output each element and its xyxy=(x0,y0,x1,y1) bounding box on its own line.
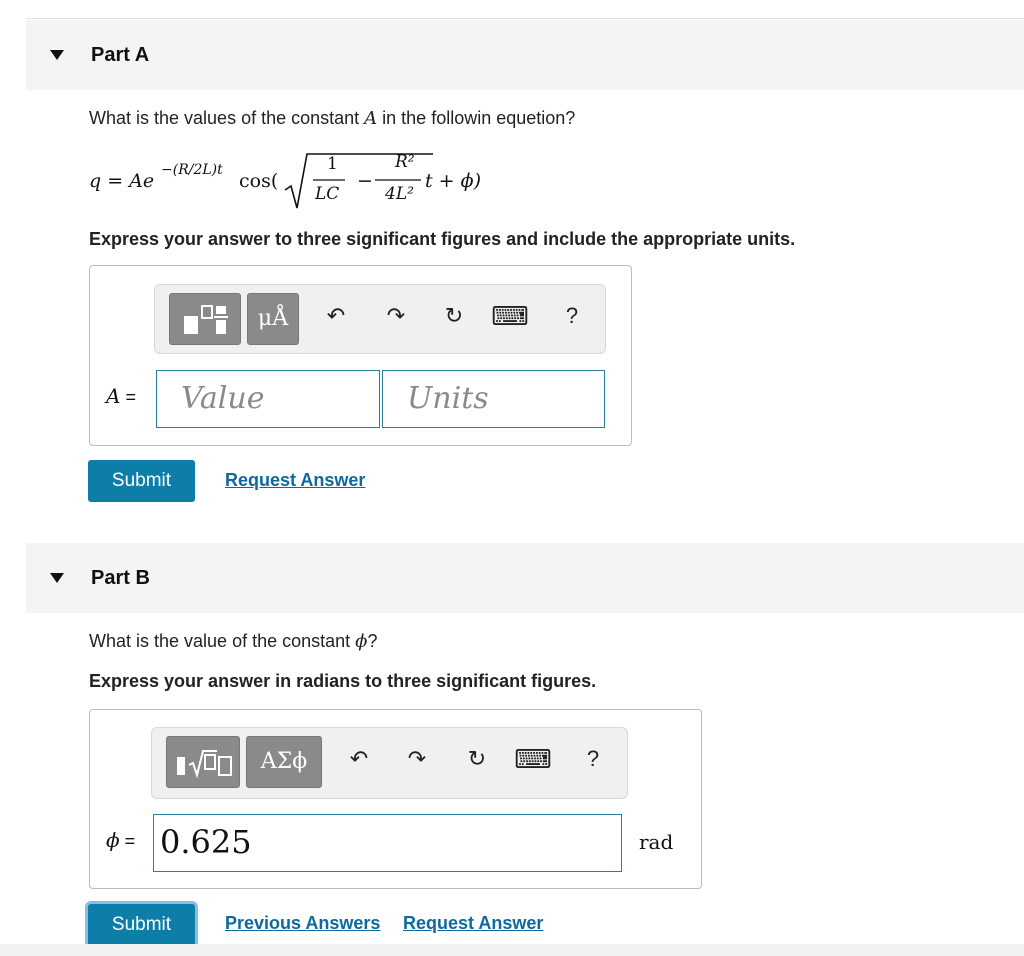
part-a-toolbar xyxy=(154,284,606,354)
help-icon[interactable]: ? xyxy=(565,303,579,328)
phi-field-label: ϕ = xyxy=(106,828,136,852)
undo-icon[interactable]: ↶ xyxy=(349,746,369,771)
phi-value: 0.625 xyxy=(160,823,252,861)
eq-lhs: q = Ae xyxy=(89,170,155,192)
templates-button[interactable] xyxy=(169,293,241,345)
part-a-request-answer-link[interactable]: Request Answer xyxy=(225,470,366,490)
templates-sqrt-icon xyxy=(175,747,233,779)
eq-cos: cos( xyxy=(239,170,279,192)
part-b-title: Part B xyxy=(91,567,150,589)
frac2-denominator: 4L² xyxy=(385,184,414,204)
part-a-submit-button[interactable]: Submit xyxy=(88,460,195,502)
part-a-title: Part A xyxy=(91,44,150,66)
eq-minus: − xyxy=(357,170,373,192)
collapse-triangle-icon[interactable] xyxy=(50,573,64,583)
units-placeholder: Units xyxy=(407,381,489,416)
part-a-header[interactable] xyxy=(26,20,1024,90)
part-b-question: What is the value of the constant ϕ? xyxy=(89,631,378,652)
frac1-numerator: 1 xyxy=(327,154,338,174)
previous-answers-link[interactable]: Previous Answers xyxy=(225,913,381,933)
collapse-triangle-icon[interactable] xyxy=(50,50,64,60)
value-input[interactable] xyxy=(156,370,380,428)
redo-icon[interactable]: ↷ xyxy=(386,303,406,328)
frac1-denominator: LC xyxy=(315,184,340,204)
eq-tail: t + ϕ) xyxy=(425,170,481,192)
units-input[interactable] xyxy=(382,370,605,428)
a-field-label: A = xyxy=(106,384,136,408)
keyboard-icon[interactable]: ⌨ xyxy=(491,300,529,331)
part-b-instruction: Express your answer in radians to three significant figures. xyxy=(89,671,597,691)
undo-icon[interactable]: ↶ xyxy=(326,303,346,328)
part-a-answer-box xyxy=(89,265,632,446)
part-b-request-answer-link[interactable]: Request Answer xyxy=(403,913,544,933)
top-divider xyxy=(26,18,1024,19)
keyboard-icon[interactable]: ⌨ xyxy=(514,743,552,774)
help-icon[interactable]: ? xyxy=(586,746,600,771)
templates-icon xyxy=(182,304,230,336)
templates-button[interactable] xyxy=(166,736,240,788)
part-a-instruction: Express your answer to three significant figures and include the appropriate units. xyxy=(89,229,796,249)
units-button[interactable]: μÅ xyxy=(247,293,299,345)
greek-button[interactable]: ΑΣϕ xyxy=(246,736,322,788)
reset-icon[interactable]: ↻ xyxy=(444,303,464,328)
redo-icon[interactable]: ↷ xyxy=(407,746,427,771)
part-b-submit-button[interactable]: Submit xyxy=(88,904,195,946)
value-placeholder: Value xyxy=(181,381,265,416)
part-b-toolbar xyxy=(151,727,628,799)
reset-icon[interactable]: ↻ xyxy=(467,746,487,771)
unit-label: rad xyxy=(639,830,674,854)
phi-value-input[interactable] xyxy=(153,814,622,872)
eq-exponent: −(R/2L)t xyxy=(161,162,223,178)
frac2-numerator: R² xyxy=(395,152,415,172)
equation xyxy=(89,150,589,210)
part-b-answer-box xyxy=(89,709,702,889)
part-b-header[interactable] xyxy=(26,543,1024,613)
part-a-question: What is the values of the constant A in the followin equetion? xyxy=(89,108,576,129)
bottom-shade xyxy=(0,944,1024,956)
